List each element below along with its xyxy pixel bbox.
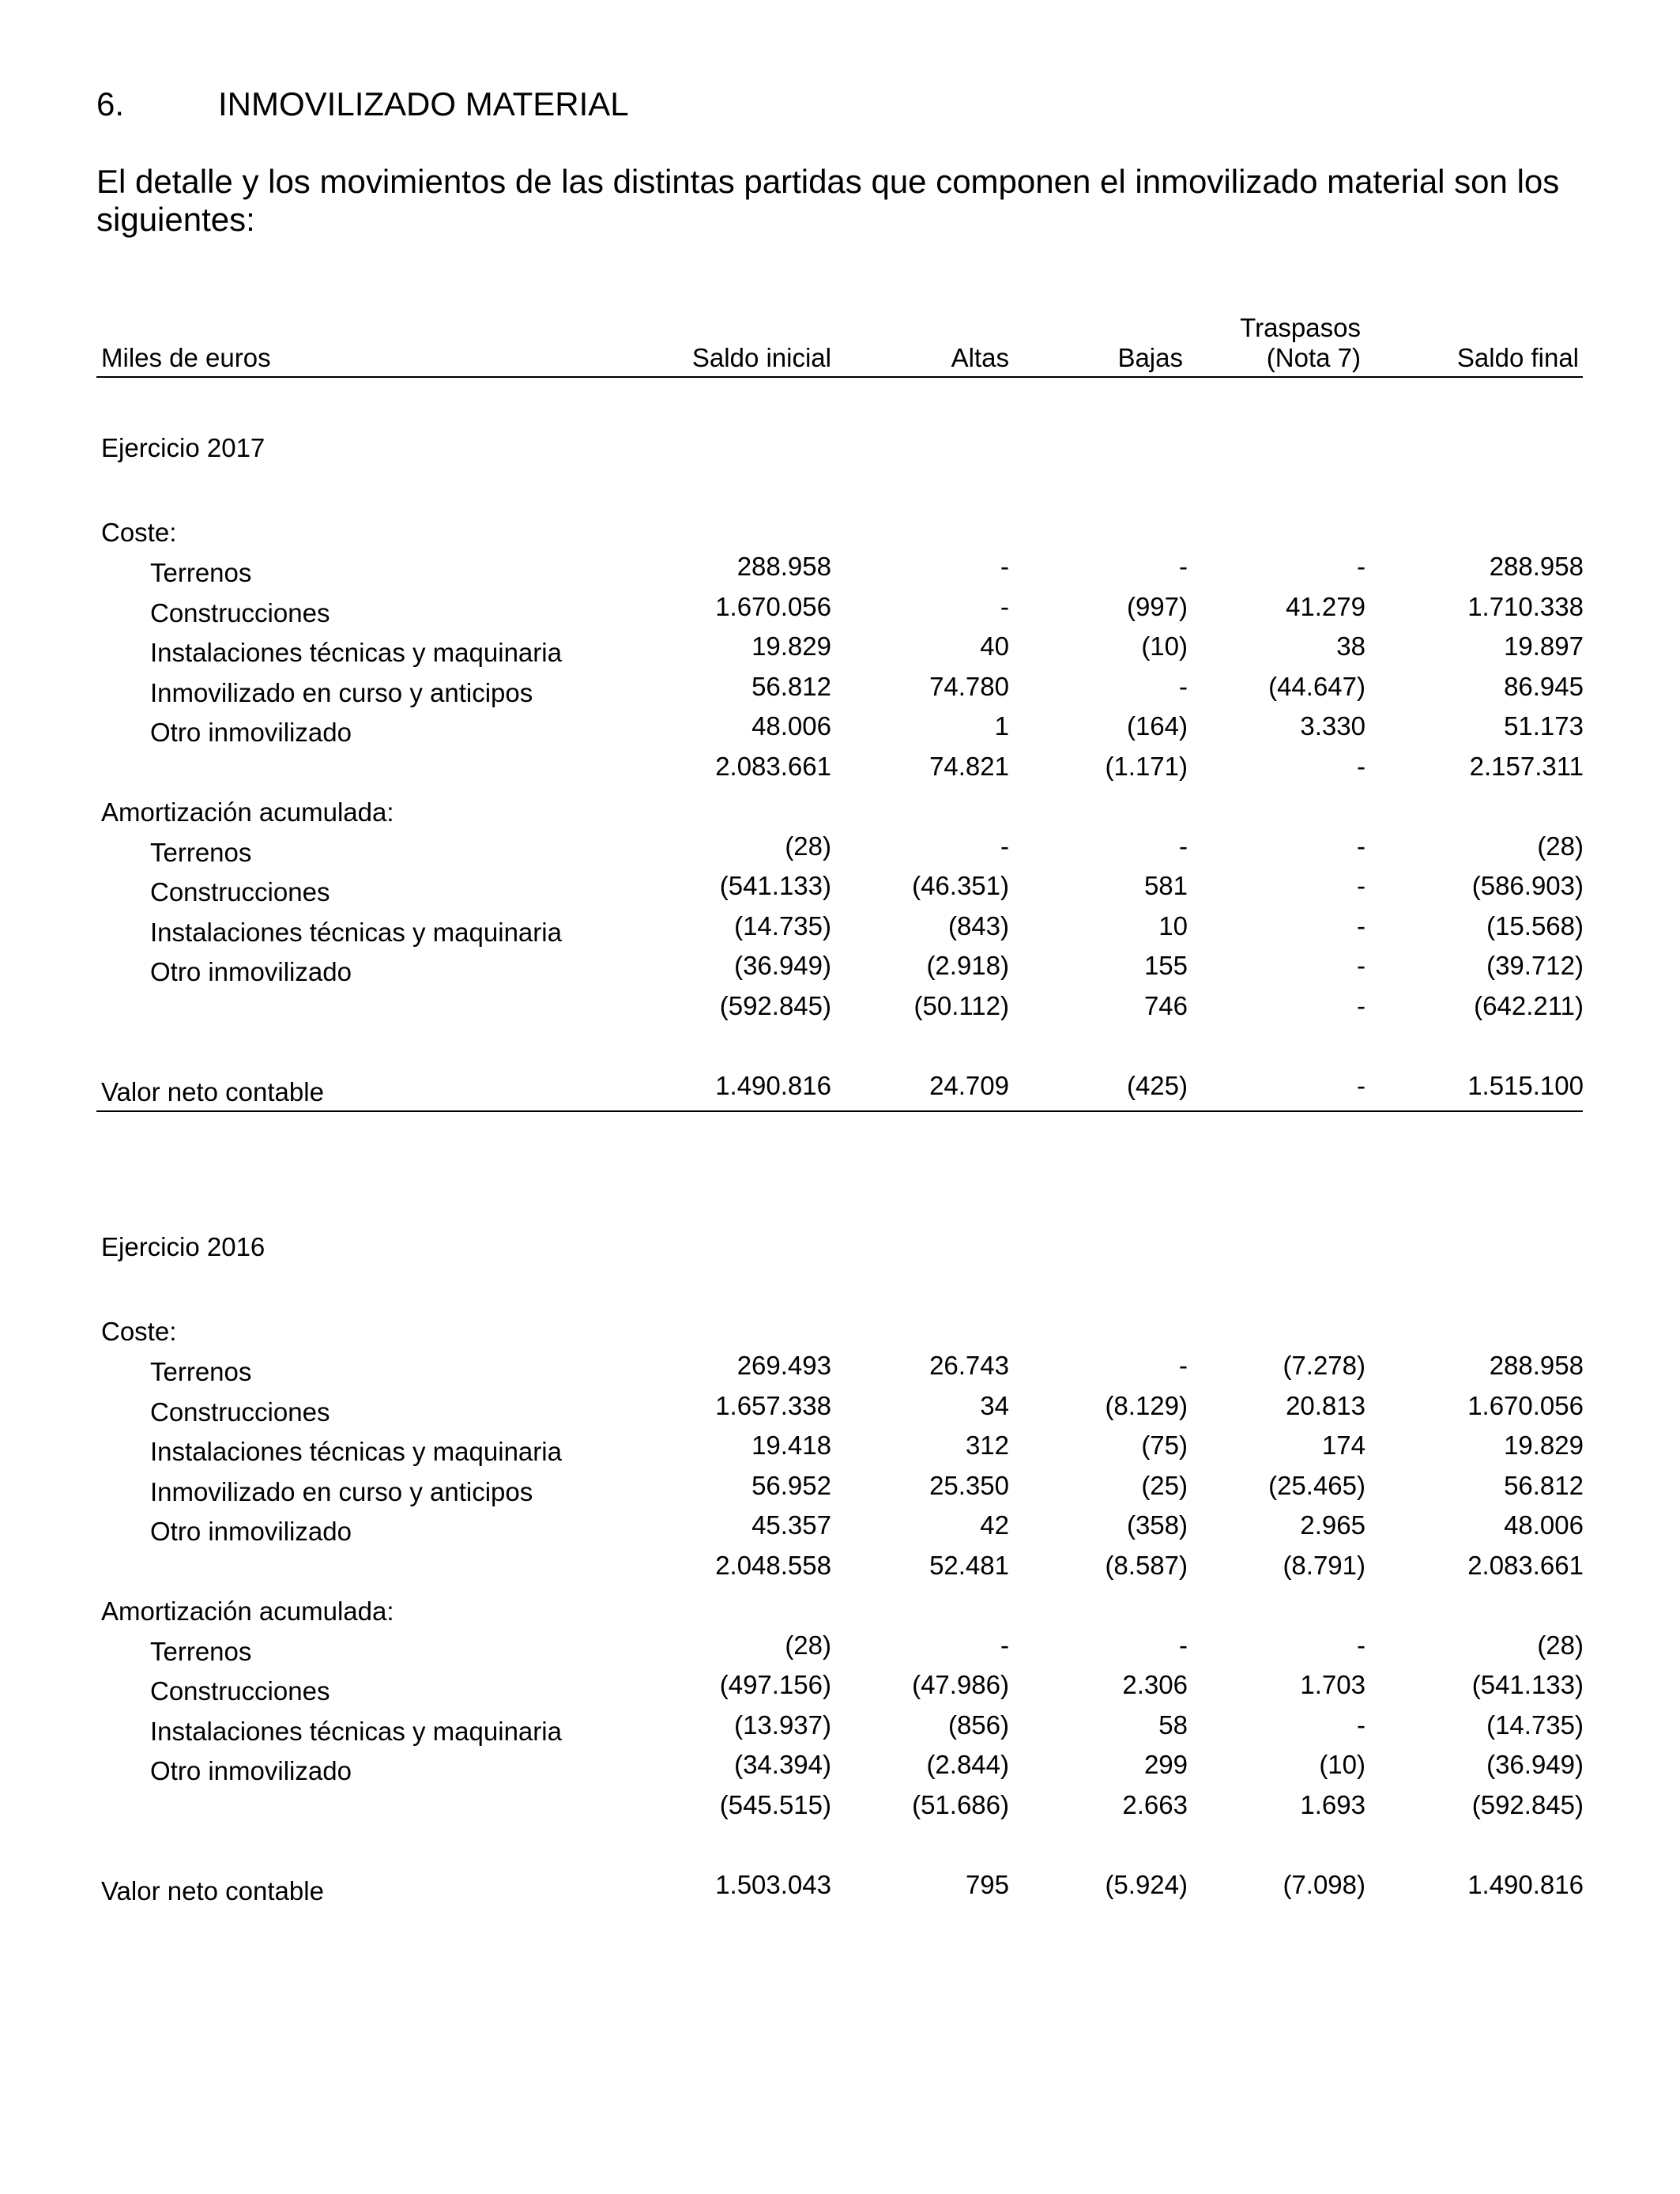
cell-bajas: - xyxy=(1179,552,1188,581)
cell-saldo-final: 1.515.100 xyxy=(1467,1070,1584,1100)
cell-traspasos: - xyxy=(1357,1630,1365,1660)
cell-bajas: - xyxy=(1179,671,1188,701)
cell-saldo-final: 48.006 xyxy=(1504,1510,1584,1540)
cell-altas: (2.844) xyxy=(926,1750,1009,1779)
cell-traspasos: 1.703 xyxy=(1300,1670,1365,1699)
table-row xyxy=(96,552,1583,591)
cell-saldo-final: (28) xyxy=(1537,1630,1584,1660)
table-row xyxy=(96,871,1583,910)
cell-saldo-final: 1.490.816 xyxy=(1467,1869,1584,1899)
cell-saldo-final: 2.157.311 xyxy=(1469,751,1584,781)
table-row xyxy=(96,1670,1583,1710)
cell-saldo-final: (36.949) xyxy=(1486,1750,1584,1779)
cell-bajas: (5.924) xyxy=(1105,1869,1188,1899)
row-label: Instalaciones técnicas y maquinaria xyxy=(150,1716,562,1746)
cell-bajas: 299 xyxy=(1143,1750,1188,1779)
amort-label xyxy=(96,1590,1583,1630)
cell-traspasos: - xyxy=(1357,1710,1365,1740)
row-label: Terrenos xyxy=(150,1636,252,1666)
row-label: Coste: xyxy=(101,518,177,547)
cell-traspasos: - xyxy=(1357,552,1365,581)
cell-saldo-inicial: 1.657.338 xyxy=(715,1390,831,1420)
col-altas: Altas xyxy=(951,343,1009,372)
cell-altas: 26.743 xyxy=(929,1351,1009,1380)
cell-traspasos: 174 xyxy=(1321,1431,1365,1460)
cell-altas: - xyxy=(1000,552,1009,581)
cell-saldo-inicial: 19.418 xyxy=(751,1431,831,1460)
cell-bajas: (8.129) xyxy=(1105,1390,1188,1420)
cell-saldo-final: 1.710.338 xyxy=(1467,591,1584,621)
cell-bajas: (75) xyxy=(1141,1431,1188,1460)
cell-traspasos: - xyxy=(1357,910,1365,941)
col-bajas: Bajas xyxy=(1117,343,1183,372)
cell-saldo-inicial: 2.083.661 xyxy=(715,751,831,781)
col-traspasos xyxy=(1179,313,1361,373)
cell-altas: 74.780 xyxy=(929,671,1009,701)
row-label: Inmovilizado en curso y anticipos xyxy=(150,677,533,707)
cell-saldo-inicial: (28) xyxy=(785,831,831,861)
cell-bajas: 2.663 xyxy=(1122,1789,1188,1819)
cell-altas: 24.709 xyxy=(929,1070,1009,1100)
row-label: Construcciones xyxy=(150,598,330,628)
table-row xyxy=(96,831,1583,871)
unit-label: Miles de euros xyxy=(101,343,271,372)
cell-bajas: (1.171) xyxy=(1105,751,1188,781)
cell-saldo-inicial: 56.812 xyxy=(751,671,831,701)
cell-traspasos: - xyxy=(1357,871,1365,900)
cell-saldo-final: (586.903) xyxy=(1471,871,1584,900)
row-label: Instalaciones técnicas y maquinaria xyxy=(150,1437,562,1466)
cell-bajas: - xyxy=(1179,1351,1188,1380)
cell-traspasos: 20.813 xyxy=(1286,1390,1365,1420)
row-label: Otro inmovilizado xyxy=(150,718,352,747)
cell-saldo-inicial: 2.048.558 xyxy=(715,1550,831,1580)
cell-altas: 52.481 xyxy=(929,1550,1009,1580)
row-label: Otro inmovilizado xyxy=(150,957,352,986)
cell-traspasos: 41.279 xyxy=(1286,591,1365,621)
amort-total-row xyxy=(96,1790,1583,1830)
table-row xyxy=(96,1510,1583,1550)
cell-saldo-inicial: 1.503.043 xyxy=(715,1869,831,1899)
cell-altas: 1 xyxy=(994,711,1009,741)
cell-saldo-final: 86.945 xyxy=(1504,671,1584,701)
cell-saldo-final: (39.712) xyxy=(1486,951,1584,980)
cell-traspasos: - xyxy=(1357,1070,1365,1100)
amort-label xyxy=(96,791,1583,831)
cell-saldo-inicial: (36.949) xyxy=(734,951,831,980)
table-header xyxy=(96,310,1583,378)
table-row xyxy=(96,711,1583,751)
cell-bajas: (10) xyxy=(1141,631,1188,661)
cell-traspasos: (8.791) xyxy=(1283,1550,1365,1580)
cell-traspasos: 38 xyxy=(1336,631,1365,661)
cell-saldo-final: (14.735) xyxy=(1486,1710,1584,1740)
row-label: Ejercicio 2017 xyxy=(101,433,266,462)
cell-bajas: - xyxy=(1179,1630,1188,1660)
cell-saldo-final: (592.845) xyxy=(1471,1789,1584,1819)
cell-saldo-final: 1.670.056 xyxy=(1467,1390,1584,1420)
cell-saldo-inicial: (541.133) xyxy=(719,871,831,900)
cell-saldo-inicial: (34.394) xyxy=(734,1750,831,1779)
col-saldo-final: Saldo final xyxy=(1456,343,1579,372)
cell-bajas: (997) xyxy=(1126,591,1188,621)
cell-saldo-final: 19.829 xyxy=(1504,1431,1584,1460)
cell-bajas: 58 xyxy=(1158,1710,1188,1740)
cell-saldo-inicial: 269.493 xyxy=(736,1351,831,1380)
valor-neto-contable-row xyxy=(96,1071,1583,1112)
cell-saldo-inicial: (592.845) xyxy=(719,990,831,1020)
coste-label xyxy=(96,1310,1583,1350)
cell-saldo-final: 2.083.661 xyxy=(1467,1550,1584,1580)
section-number: 6. xyxy=(96,85,125,123)
table-row xyxy=(96,1471,1583,1510)
cell-altas: (843) xyxy=(947,910,1009,941)
cell-saldo-final: 19.897 xyxy=(1504,631,1584,661)
cell-altas: - xyxy=(1000,1630,1009,1660)
row-label: Amortización acumulada: xyxy=(101,797,394,827)
table-row xyxy=(96,1431,1583,1470)
cell-saldo-inicial: (13.937) xyxy=(734,1710,831,1740)
row-label: Construcciones xyxy=(150,877,330,907)
cell-altas: (51.686) xyxy=(912,1789,1009,1819)
row-label: Construcciones xyxy=(150,1397,330,1427)
cell-bajas: (8.587) xyxy=(1105,1550,1188,1580)
cell-traspasos: (7.278) xyxy=(1283,1351,1365,1380)
cell-saldo-final: 56.812 xyxy=(1504,1470,1584,1500)
cell-altas: 34 xyxy=(980,1390,1009,1420)
cell-saldo-inicial: 45.357 xyxy=(751,1510,831,1540)
cell-saldo-final: (541.133) xyxy=(1471,1670,1584,1699)
cell-bajas: 746 xyxy=(1143,990,1188,1020)
coste-total-row xyxy=(96,752,1583,791)
cell-altas: (50.112) xyxy=(913,990,1009,1020)
cell-altas: - xyxy=(1000,831,1009,861)
cell-saldo-inicial: (28) xyxy=(785,1630,831,1660)
table-row xyxy=(96,592,1583,631)
row-label: Valor neto contable xyxy=(101,1076,324,1106)
cell-altas: (2.918) xyxy=(926,951,1009,980)
table-row xyxy=(96,1710,1583,1750)
coste-label xyxy=(96,511,1583,551)
cell-altas: 42 xyxy=(980,1510,1009,1540)
cell-saldo-final: (15.568) xyxy=(1486,910,1584,941)
row-label: Construcciones xyxy=(150,1676,330,1706)
cell-altas: 312 xyxy=(965,1431,1009,1460)
table-row xyxy=(96,672,1583,711)
cell-saldo-final: (642.211) xyxy=(1474,990,1584,1020)
cell-traspasos: - xyxy=(1357,831,1365,861)
cell-bajas: (164) xyxy=(1126,711,1188,741)
intro-paragraph: El detalle y los movimientos de las distintas partidas que componen el inmovilizado material son los siguientes: xyxy=(96,163,1560,238)
cell-saldo-inicial: 56.952 xyxy=(751,1470,831,1500)
cell-saldo-final: 288.958 xyxy=(1489,552,1584,581)
row-label: Ejercicio 2016 xyxy=(101,1232,266,1261)
section-title: INMOVILIZADO MATERIAL xyxy=(218,85,629,123)
table-row xyxy=(96,1630,1583,1670)
cell-bajas: (358) xyxy=(1126,1510,1188,1540)
cell-saldo-inicial: (545.515) xyxy=(719,1789,831,1819)
cell-bajas: (425) xyxy=(1126,1070,1188,1100)
col-traspasos-line2: (Nota 7) xyxy=(1266,343,1361,372)
cell-traspasos: (7.098) xyxy=(1283,1869,1365,1899)
cell-altas: 795 xyxy=(965,1869,1009,1899)
cell-saldo-inicial: 1.670.056 xyxy=(715,591,831,621)
cell-traspasos: - xyxy=(1357,990,1365,1020)
row-label: Terrenos xyxy=(150,558,252,587)
cell-traspasos: 2.965 xyxy=(1300,1510,1365,1540)
section-heading xyxy=(96,85,629,123)
cell-saldo-inicial: 19.829 xyxy=(751,631,831,661)
row-label: Terrenos xyxy=(150,1357,252,1386)
cell-bajas: 2.306 xyxy=(1122,1670,1188,1699)
cell-altas: 40 xyxy=(980,631,1009,661)
row-label: Instalaciones técnicas y maquinaria xyxy=(150,917,562,947)
row-label: Otro inmovilizado xyxy=(150,1517,352,1546)
cell-altas: (856) xyxy=(947,1710,1009,1740)
table-row xyxy=(96,1351,1583,1390)
cell-traspasos: - xyxy=(1357,751,1365,781)
row-label: Valor neto contable xyxy=(101,1875,324,1906)
table-row xyxy=(96,951,1583,990)
table-row xyxy=(96,911,1583,951)
cell-traspasos: (25.465) xyxy=(1268,1470,1365,1500)
cell-altas: 25.350 xyxy=(929,1470,1009,1500)
cell-saldo-inicial: (14.735) xyxy=(734,910,831,941)
row-label: Inmovilizado en curso y anticipos xyxy=(150,1476,533,1506)
cell-saldo-inicial: 1.490.816 xyxy=(715,1070,831,1100)
col-traspasos-line1: Traspasos xyxy=(1240,313,1361,342)
table-row xyxy=(96,631,1583,671)
cell-bajas: - xyxy=(1179,831,1188,861)
valor-neto-contable-row xyxy=(96,1870,1583,1909)
cell-altas: - xyxy=(1000,591,1009,621)
cell-saldo-final: (28) xyxy=(1537,831,1584,861)
cell-bajas: 10 xyxy=(1158,910,1188,941)
cell-traspasos: (44.647) xyxy=(1268,671,1365,701)
cell-altas: 74.821 xyxy=(929,751,1009,781)
table-row xyxy=(96,1750,1583,1789)
cell-bajas: (25) xyxy=(1141,1470,1188,1500)
cell-bajas: 581 xyxy=(1143,871,1188,900)
cell-saldo-inicial: 288.958 xyxy=(736,552,831,581)
col-saldo-inicial: Saldo inicial xyxy=(691,343,831,372)
cell-traspasos: 1.693 xyxy=(1300,1789,1365,1819)
row-label: Instalaciones técnicas y maquinaria xyxy=(150,638,562,667)
cell-saldo-inicial: 48.006 xyxy=(751,711,831,741)
section-title xyxy=(96,1226,1583,1265)
section-title xyxy=(96,427,1583,466)
cell-saldo-final: 51.173 xyxy=(1504,711,1584,741)
coste-total-row xyxy=(96,1551,1583,1590)
cell-saldo-final: 288.958 xyxy=(1489,1351,1584,1380)
amort-total-row xyxy=(96,991,1583,1031)
cell-traspasos: (10) xyxy=(1319,1750,1365,1779)
row-label: Terrenos xyxy=(150,837,252,867)
row-label: Coste: xyxy=(101,1317,177,1346)
row-label: Otro inmovilizado xyxy=(150,1756,352,1785)
cell-bajas: 155 xyxy=(1143,951,1188,980)
cell-altas: (46.351) xyxy=(912,871,1009,900)
cell-traspasos: - xyxy=(1357,951,1365,980)
cell-saldo-inicial: (497.156) xyxy=(719,1670,831,1699)
cell-traspasos: 3.330 xyxy=(1300,711,1365,741)
row-label: Amortización acumulada: xyxy=(101,1596,394,1626)
cell-altas: (47.986) xyxy=(912,1670,1009,1699)
table-row xyxy=(96,1391,1583,1431)
